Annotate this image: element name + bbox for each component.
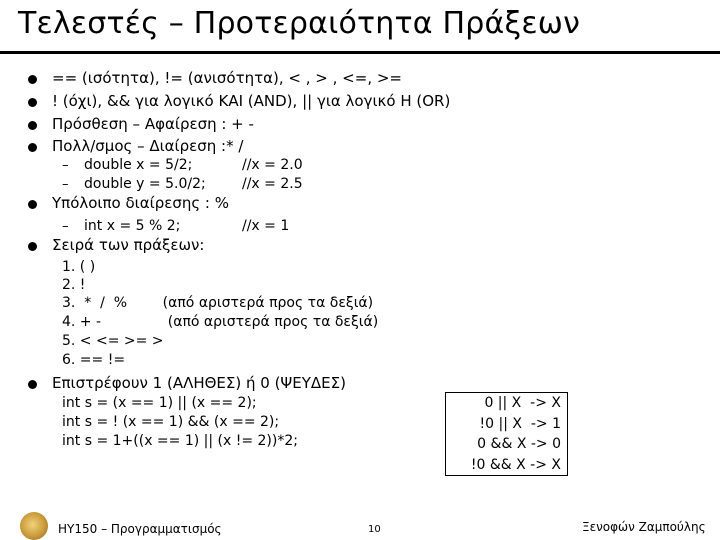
bullet-dot (28, 121, 37, 130)
truth-box-line: !0 && X -> X (470, 456, 561, 473)
truth-box-line: 0 && X -> 0 (477, 436, 561, 452)
short-circuit-truth-box (445, 392, 568, 476)
footer-course: ΗΥ150 – Προγραμματισμός (58, 522, 222, 536)
slide-title: Τελεστές – Προτεραιότητα Πράξεων (18, 6, 581, 41)
bullet-return-values: Επιστρέφουν 1 (ΑΛΗΘΕΣ) ή 0 (ΨΕΥΔΕΣ) (52, 374, 346, 392)
order-list-item: 1. ( ) (62, 259, 96, 275)
code-example-line: int s = ! (x == 1) && (x == 2); (62, 414, 280, 430)
sub-code-line: double y = 5.0/2; (84, 176, 206, 192)
bullet-dot (28, 242, 37, 251)
bullet-modulo: Υπόλοιπο διαίρεσης : % (52, 194, 229, 212)
bullet-add-subtract: Πρόσθεση – Αφαίρεση : + - (52, 115, 254, 133)
bullet-dot (28, 75, 37, 84)
footer-author: Ξενοφών Ζαμπούλης (582, 520, 706, 534)
sub-dash: – (62, 219, 69, 234)
bullet-dot (28, 380, 37, 389)
order-list-item: 3. * / % (από αριστερά προς τα δεξιά) (62, 295, 374, 311)
order-list-item: 2. ! (62, 277, 86, 293)
sub-code-line: int x = 5 % 2; (84, 218, 181, 234)
bullet-comparison-operators: == (ισότητα), != (ανισότητα), < , > , <=, >= (52, 69, 402, 87)
sub-dash: – (62, 158, 69, 173)
code-example-line: int s = (x == 1) || (x == 2); (62, 395, 257, 411)
truth-box-line: 0 || X -> X (484, 395, 561, 411)
bullet-dot (28, 98, 37, 107)
sub-code-line: double x = 5/2; (84, 157, 193, 173)
code-example-line: int s = 1+((x == 1) || (x != 2))*2; (62, 433, 298, 449)
bullet-dot (28, 143, 37, 152)
order-list-item: 5. < <= >= > (62, 333, 164, 349)
bullet-multiply-divide: Πολλ/σμος – Διαίρεση :* / (52, 137, 244, 155)
footer-page-number: 10 (368, 524, 381, 535)
bullet-logical-operators: ! (όχι), && για λογικό ΚΑΙ (AND), || για λογικό Η (OR) (52, 92, 451, 110)
sub-code-comment: //x = 2.0 (242, 157, 303, 173)
bullet-order-of-operations: Σειρά των πράξεων: (52, 236, 205, 254)
university-logo-icon (20, 512, 48, 540)
bullet-dot (28, 200, 37, 209)
title-underline (0, 51, 720, 54)
sub-dash: – (62, 177, 69, 192)
sub-code-comment: //x = 1 (242, 218, 290, 234)
order-list-item: 4. + - (από αριστερά προς τα δεξιά) (62, 314, 379, 330)
sub-code-comment: //x = 2.5 (242, 176, 303, 192)
order-list-item: 6. == != (62, 352, 126, 368)
truth-box-line: !0 || X -> 1 (479, 415, 561, 432)
